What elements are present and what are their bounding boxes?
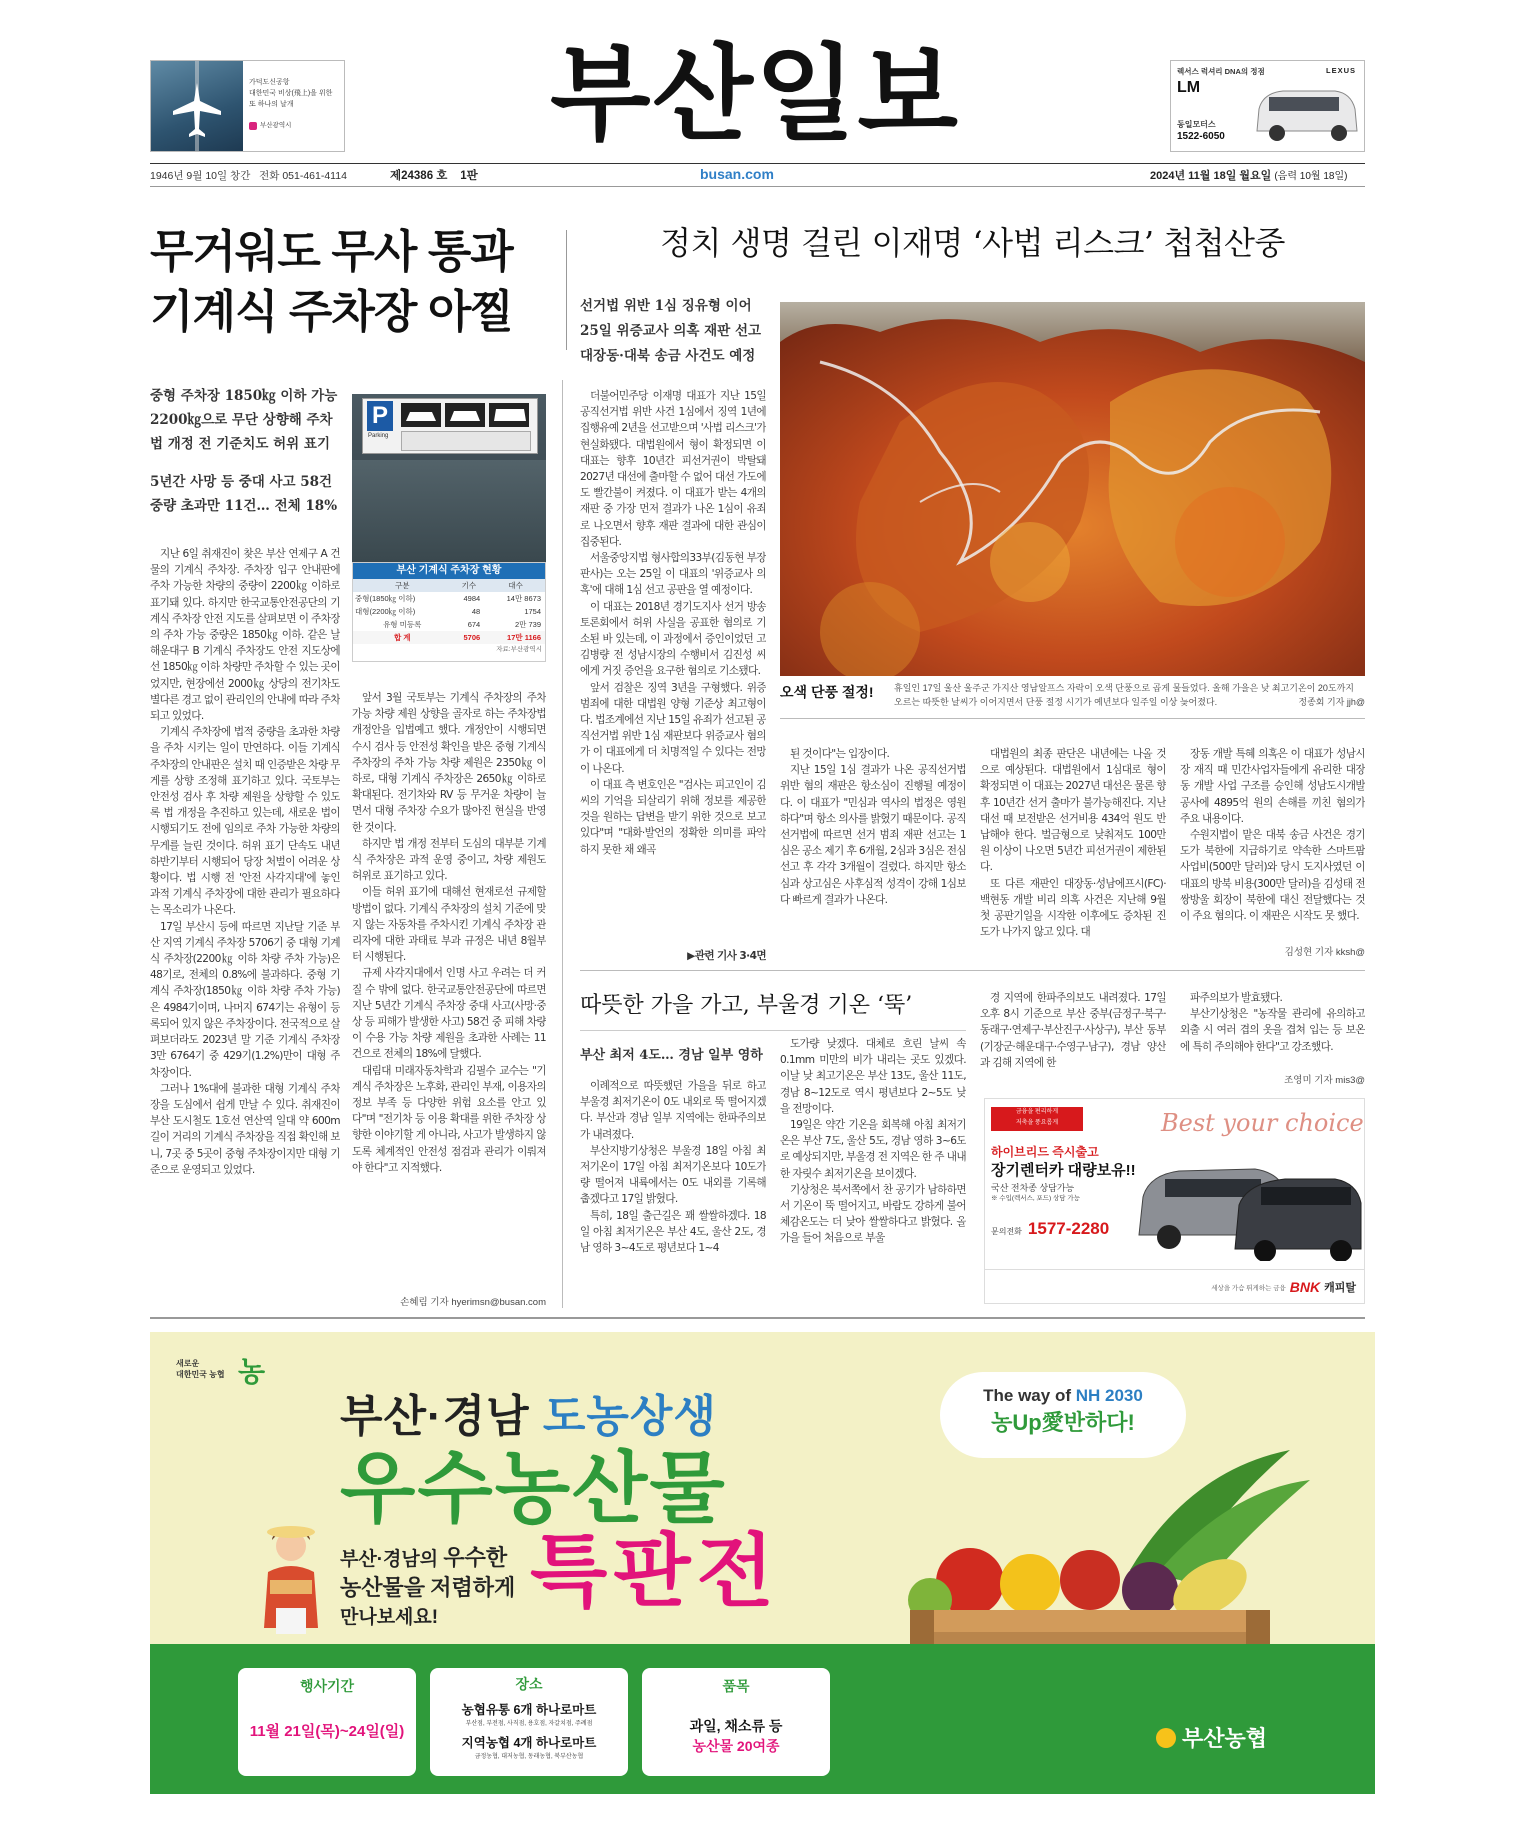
nh-box-place-line2: 부산점, 부전점, 사직점, 용호점, 자갈치점, 주례점: [465, 1721, 593, 1727]
edition: 1판: [460, 170, 478, 182]
bnk-slogan: 세상을 가슴 뛰게하는 금융: [1211, 1284, 1286, 1292]
center-col-1a: [580, 388, 766, 948]
nh-side-1b: 우수한: [443, 1545, 508, 1570]
left-headline-2[interactable]: 기계식 주차장 아찔: [150, 286, 513, 337]
table-header: 대수: [508, 581, 523, 590]
left-sub-3: 법 개정 전 기준치도 허위 표기: [150, 436, 330, 452]
nh-box-period-body: 11월 21일(목)~24일(일): [249, 1723, 405, 1740]
center-related-link[interactable]: ▶관련 기사 3·4면: [687, 950, 766, 962]
center-sub-3: 대장동·대북 송금 사건도 예정: [580, 348, 756, 364]
bnk-line3: 국산 전차종 상담가능: [991, 1183, 1075, 1193]
ad-left-line1: 가덕도신공항: [249, 79, 290, 86]
nh-title-1b: 도농상생: [542, 1392, 717, 1441]
left-byline: 손혜림 기자 hyerimsn@busan.com: [400, 1297, 546, 1308]
nh-logo-mark: 농: [238, 1356, 266, 1387]
lexus-van-image: [1249, 81, 1361, 147]
ad-right-phone: 1522-6050: [1177, 131, 1225, 142]
table-total: 5706: [463, 633, 481, 642]
weather-sub: 부산 최저 4도… 경남 일부 영하: [580, 1048, 763, 1063]
paragraph: 부산기상청은 "농작물 관리에 유의하고 외출 시 여러 겹의 옷을 겹쳐 입는 등 보온에 특히 주의해야 한다"고 강조했다.: [1180, 1008, 1365, 1053]
nh-box-place-line3: 지역농협 4개 하나로마트: [461, 1736, 597, 1750]
table-cell: 중형(1850㎏ 이하): [355, 594, 416, 603]
parking-sign-spec-panel: [401, 431, 531, 451]
nh-side-2a: 농산물을: [340, 1575, 426, 1600]
table-body: [353, 579, 545, 644]
mountain-road-image: [780, 302, 1365, 676]
nh-side-2b: 저렴하게: [430, 1575, 516, 1600]
founded-date: 1946년 9월 10일 창간: [150, 170, 251, 182]
bnk-ad-badge: [991, 1107, 1083, 1131]
nh-logo-small-2: 대한민국 농협: [176, 1370, 225, 1379]
paragraph: 17일 부산시 등에 따르면 지난달 기준 부산 지역 기계식 주차장 5706기 중 대형 기계식 주차장(2200㎏ 이하 차량 주차 가능)은 48기로, 전체의 0.8%에 불과하다. 중형 기계식 주차장(1850㎏ 이하 차량 주차 가능)은 4984기이며, 나머지 674기는 유형이 등록되어 있지 않은 주차장이다. 전국적으로 살펴보더라도 2023년 말 기준 기계식 주차장 3만 6764기 중 429기(1.2%)만이 대형 주차장이다.: [150, 920, 340, 1079]
nh-bubble-2: 농Up愛반하다!: [991, 1410, 1135, 1435]
bnk-line1: 하이브리드 즉시출고: [991, 1145, 1099, 1159]
paragraph: 19일은 약간 기온을 회복해 아침 최저기온은 부산 7도, 울산 5도, 경남 영하 3~6도로 예상되지만, 부울경 전 지역은 한 주 내내 한 자릿수 최저기온을 보이겠다.: [780, 1119, 966, 1180]
photo-caption: 휴일인 17일 울산 울주군 가지산 영남알프스 자락이 오색 단풍으로 곱게 물들었다. 올해 가을은 낮 최고기온이 20도까지 오르는 따뜻한 날씨가 이어지면서 단풍 절정 시기가 예년보다 일주일 이상 늦어졌다.: [894, 683, 1354, 707]
nh-box-items-line1: 과일, 채소류 등: [689, 1718, 783, 1734]
bnk-line4: ※ 수입(렉서스, 포드) 상담 가능: [991, 1195, 1080, 1202]
bnk-phone[interactable]: 1577-2280: [1027, 1219, 1110, 1238]
nh-bubble-1: The way of: [983, 1386, 1071, 1405]
nh-side-1a: 부산·경남의: [340, 1549, 439, 1570]
left-sub-4: 5년간 사망 등 중대 사고 58건: [150, 474, 333, 490]
center-headline[interactable]: 정치 생명 걸린 이재명 ‘사법 리스크’ 첩첩산중: [660, 224, 1285, 262]
paragraph: 이 대표는 2018년 경기도지사 선거 방송 토론회에서 허위 사실을 공표한 혐의로 기소된 바 있는데, 이 과정에서 증인이었던 고 김병량 전 성남시장의 수행비서 김진성 씨에게 거짓 증언을 요구한 혐의로 기소됐다.: [580, 600, 766, 678]
nh-box-items-line2: 농산물 20여종: [692, 1738, 780, 1754]
bnk-badge-top: 금융을 편리하게: [1015, 1109, 1059, 1115]
paragraph: 규제 사각지대에서 인명 사고 우려는 더 커질 수 밖에 없다. 한국교통안전공단에 따르면 지난 5년간 기계식 주차장 중대 사고(사망·중상 등 피해가 발생한 사고) 58건 중 피해 차량이 수용 가능 차량 제원을 초과한 사례는 11건으로 전체의 18%에 달했다.: [352, 967, 546, 1061]
lunar-date: (음력 10월 18일): [1274, 171, 1348, 182]
table-cell: 48: [471, 607, 481, 616]
ad-right-lexus[interactable]: [1170, 60, 1365, 152]
paragraph: 또 다른 재판인 대장동·성남에프시(FC)·백현동 개발 비리 의혹 사건은 지난해 9월 첫 공판기일을 시작한 이후에도 증차된 진도가 나가지 않고 있다. 대: [980, 877, 1166, 939]
farmer-woman-illustration: [254, 1524, 328, 1636]
bnk-brand-suffix: 캐피탈: [1324, 1282, 1356, 1294]
nh-title-3: 특판전: [530, 1527, 780, 1616]
left-headline-1[interactable]: 무거워도 무사 통과: [150, 226, 513, 277]
nh-box-items: [642, 1668, 830, 1776]
issue-number: 제24386 호: [390, 170, 448, 182]
photo-label: 오색 단풍 절정!: [780, 684, 874, 700]
ad-right-tagline: 렉서스 럭셔리 DNA의 정점: [1177, 67, 1265, 76]
nh-box-period: [238, 1668, 416, 1776]
autumn-foliage-photo: [780, 302, 1365, 676]
table-cell: 유형 미등록: [383, 620, 422, 629]
airplane-icon: [151, 61, 243, 151]
weather-col-2: [780, 1036, 966, 1308]
center-col-2: [780, 746, 966, 962]
paragraph: 앞서 검찰은 징역 3년을 구형했다. 위증 범죄에 대한 대법원 양형 기준상 최고형이다. 법조계에선 지난 15일 유죄가 선고된 공직선거법 위반 1심 재판보다 위증교사 혐의가 이 대표에게 더 치명적일 수 있다는 전망이 나온다.: [580, 681, 766, 775]
table-cell: 14만 8673: [506, 594, 541, 603]
table-total: 합 계: [393, 633, 411, 642]
paragraph: 서울중앙지법 형사합의33부(김동현 부장판사)는 오는 25일 이 대표의 '위증교사 의혹'에 대해 1심 선고 공판을 열 예정이다.: [580, 552, 766, 597]
table-cell: 1754: [524, 607, 541, 616]
paragraph: 기계식 주차장에 법적 중량을 초과한 차량을 주차 시키는 일이 만연하다. 이들 기계식 주차장의 안내판은 설치 때 인증받은 차량 무게를 상향 조정해 표기하고 있다. 국토부는 안전성 검사 후 차량 제원을 상향할 수 있도록 법 개정을 추진하고 있는데, 새로운 법이 시행되기도 전에 임의로 주차 가능한 차량의 무게를 늘린 것이다. 허위 표기 단속도 내년 하반기부터 시행되어 당장 처벌이 어려운 상황이다. 법 시행 전 '안전 사각지대'에 놓인 과적 기계식 주차장에 대한 관리가 필요하다는 목소리가 나온다.: [150, 726, 340, 917]
paragraph: 이례적으로 따뜻했던 가을을 뒤로 하고 부울경 최저기온이 0도 내외로 뚝 떨어지겠다. 부산과 경남 일부 지역에는 한파주의보가 내려졌다.: [580, 1080, 766, 1141]
paragraph: 특히, 18일 출근길은 꽤 쌀쌀하겠다. 18일 아침 최저기온은 부산 4도, 울산 2도, 경남 영하 3~4도로 평년보다 1~4: [580, 1209, 766, 1255]
paragraph: 그러나 1%대에 불과한 대형 기계식 주차장을 도심에서 쉽게 만날 수 있다. 취재진이 부산 도시철도 1호선 연산역 일대 약 600m 길이 거리의 기계식 주차장을 직접 확인해 보니, 7곳 중 5곳이 중형 주차장이지만 대형 기준으로 운영되고 있었다.: [150, 1082, 340, 1176]
weather-headline[interactable]: 따뜻한 가을 가고, 부울경 기온 ‘뚝’: [580, 993, 913, 1018]
nh-box-place-line1: 농협유통 6개 하나로마트: [461, 1703, 597, 1717]
bnk-capital-ad[interactable]: [984, 1098, 1365, 1304]
airport-runway-image: [151, 61, 243, 151]
center-byline: 김성현 기자 kksh@: [1284, 947, 1365, 958]
table-cell: 4984: [463, 594, 481, 603]
paragraph: 도가량 낮겠다. 대체로 흐린 날씨 속 0.1mm 미만의 비가 내리는 곳도 있겠다. 이날 낮 최고기온은 부산 13도, 울산 11도, 경남 8~12도로 역시 평년보다 2~5도 낮을 전망이다.: [780, 1038, 966, 1115]
table-cell: 674: [467, 620, 481, 629]
nh-brand-icon: [1156, 1728, 1176, 1748]
center-col-3: [980, 746, 1166, 962]
paragraph: 지난 15일 1심 결과가 나온 공직선거법 위반 혐의 재판은 항소심이 진행될 예정이다. 이 대표가 "민심과 역사의 법정은 영원하다"며 항소 의사를 밝혔기 때문이다. 공직선거법에 따르면 선거 범죄 재판 선고는 1심은 공소 제기 후 6개월, 2심과 3심은 전심 선고 후 각각 3개월이 걸렸다. 하지만 항소심과 상고심은 사후심적 성격이 강해 1심보다 빠르게 결과가 나온다.: [780, 764, 966, 906]
left-col-2: [352, 690, 546, 1294]
bnk-line2: 장기렌터카 대량보유!!: [991, 1162, 1136, 1179]
nh-box-place-title: 장소: [515, 1676, 543, 1692]
table-title: 부산 기계식 주차장 현황: [353, 563, 545, 579]
center-col-4: [1180, 746, 1365, 946]
lexus-logo: LEXUS: [1325, 66, 1356, 75]
weather-col-3: [980, 990, 1166, 1074]
parking-sign-label: Parking: [368, 433, 389, 439]
phone-number: 전화 051-461-4114: [259, 170, 347, 182]
bnk-badge-bottom: 저축을 풍요롭게: [1015, 1120, 1059, 1126]
nh-title-2: 우수농산물: [340, 1444, 727, 1532]
center-sub-2: 25일 위증교사 의혹 재판 선고: [580, 323, 762, 339]
left-sub-2: 2200㎏으로 무단 상향해 주차: [150, 412, 333, 428]
paragraph: 된 것이다"는 입장이다.: [790, 748, 890, 760]
paragraph: 경 지역에 한파주의보도 내려졌다. 17일 오후 8시 기준으로 부산 중부(금정구·북구·동래구·연제구·부산진구·사상구), 부산 동부(기장군·해운대구·수영구·남구), 경남 양산과 김해 지역에 한: [980, 992, 1166, 1069]
table-header: 기수: [461, 581, 477, 590]
nh-title-1a: 부산·경남: [340, 1392, 530, 1441]
table-header: 구분: [394, 581, 410, 590]
website-link[interactable]: busan.com: [700, 166, 774, 182]
parking-wall: [352, 460, 546, 562]
nh-brand: 부산농협: [1182, 1726, 1268, 1751]
parking-sign: [362, 398, 538, 454]
ad-right-model: LM: [1177, 79, 1201, 96]
paragraph: 이들 허위 표기에 대해선 현재로선 규제할 방법이 없다. 기계식 주차장의 설치 기준에 맞지 않는 자동차를 주차시킨 기계식 주차장 관리자에 대한 과태료 부과 규정은 내년 8월부터 시행된다.: [352, 886, 546, 964]
car-silhouette-icon: [401, 403, 531, 429]
bnk-phone-label: 문의전화: [991, 1227, 1022, 1236]
left-sub-5: 중량 초과만 11건… 전체 18%: [150, 498, 338, 514]
nh-speech-bubble: [940, 1372, 1186, 1458]
table-total: 17만 1166: [507, 633, 541, 642]
bnk-brand: BNK: [1289, 1279, 1321, 1295]
ad-left-gadeok[interactable]: [150, 60, 345, 152]
ad-left-sponsor: 부산광역시: [260, 122, 292, 129]
paragraph: 수원지법이 맡은 대북 송금 사건은 경기도가 북한에 지급하기로 약속한 스마트팜 사업비(500만 달러)와 당시 도지사였던 이 대표의 방북 비용(300만 달러)을 김성태 전 쌍방울 회장이 북한에 대신 전달했다는 것이 주요 혐의다. 이 재판은 시작도 못 했다.: [1180, 829, 1365, 923]
paragraph: 이 대표 측 변호인은 "검사는 피고인이 김 씨의 기억을 되살리기 위해 정보를 제공한 것을 원하는 답변을 받기 위한 것으로 보고 있다"며 "대화·발언의 정확한 의미를 파악하지 못한 채 왜곡: [580, 778, 766, 856]
busan-city-logo-icon: [249, 122, 257, 130]
parking-p-icon: P: [367, 401, 393, 431]
paragraph: 대법원의 최종 판단은 내년에는 나올 것으로 예상된다. 대법원에서 1심대로 형이 확정되면 이 대표는 2027년 대선은 물론 향후 10년간 선거 출마가 불가능해진다. 지난 대선 때 보전받은 선거비용 434억 원도 반납해야 한다. 벌금형으로 낮춰져도 100만 원 이상이 나오면 5년간 피선거권이 제한된다.: [980, 748, 1166, 874]
paragraph: 하지만 법 개정 전부터 도심의 대부분 기계식 주차장은 과적 운영 중이고, 차량 제원도 허위로 표기하고 있다.: [352, 837, 546, 883]
weather-byline: 조영미 기자 mis3@: [1284, 1075, 1365, 1086]
table-source: 자료:부산광역시: [496, 646, 542, 653]
suv-cars-image: [1135, 1139, 1363, 1261]
nh-box-period-title: 행사기간: [299, 1678, 355, 1694]
paragraph: 앞서 3월 국토부는 기계식 주차장의 주차 가능 차량 제원 상향을 골자로 하는 주차장법 개정안을 입법예고 했다. 개정안이 시행되면 수시 검사 등 안전성 확인을 받은 중형 기계식 주차장의 주차 가능 차량 제원은 2350㎏ 이하로, 대형 기계식 주차장은 2650㎏ 이하로 확대된다. 전기차와 RV 등 무거운 차량이 늘면서 대형 주차장 수요가 많아진 현실을 반영한 것이다.: [352, 692, 546, 834]
ad-left-line3: 또 하나의 날개: [249, 101, 294, 108]
nh-box-place: [430, 1668, 628, 1776]
issue-date: 2024년 11월 18일 월요일: [1150, 170, 1272, 182]
nh-bubble-1b: NH 2030: [1075, 1386, 1143, 1405]
paragraph: 대림대 미래자동차학과 김필수 교수는 "기계식 주차장은 노후화, 관리인 부재, 이용자의 정보 부족 등 다양한 위험 요소를 안고 있다"며 "전기차 등 이용 확대를 위한 주차장 상향한 이야기할 게 아니라, 사고가 발생하지 않도록 체계적인 안전성 점검과 관리가 이뤄져야 한다"고 지적했다.: [352, 1064, 546, 1174]
masthead-title[interactable]: 부산일보: [550, 37, 960, 153]
photo-credit: 정종회 기자 jjh@: [1298, 697, 1365, 707]
nh-side-3: 만나보세요!: [340, 1607, 439, 1628]
left-col-1: [150, 546, 340, 1308]
paragraph: 지난 6일 취재진이 찾은 부산 연제구 A 건물의 기계식 주차장. 주차장 입구 안내판에 주차 가능한 차량의 중량이 2200㎏ 이하로 표기돼 있다. 하지만 한국교통안전공단의 기계식 주차장 안전 지도를 살펴보면 이 주차장의 주차 가능 중량은 1850㎏ 이하. 같은 날 해운대구 B 기계식 주차장도 안전 지도상에선 1850㎏ 이하 차량만 주차할 수 있는 곳이었지만, 현장에선 2000㎏ 상당의 전기차도 별다른 경고 없이 관리인의 안내에 따라 주차되고 있었다.: [150, 548, 340, 723]
ad-left-line2: 대한민국 비상(飛上)을 위한: [249, 90, 333, 97]
parking-photo: [352, 394, 546, 562]
nh-box-items-title: 품목: [722, 1678, 750, 1694]
nh-nonghyup-ad[interactable]: [150, 1332, 1375, 1794]
paragraph: 기상청은 북서쪽에서 찬 공기가 남하하면서 기온이 뚝 떨어지고, 바람도 강하게 불어 체감온도는 더 낮아 쌀쌀하다고 밝혔다. 올가을 들어 처음으로 부울: [780, 1183, 966, 1245]
table-cell: 2만 739: [514, 620, 541, 629]
nh-logo-small-1: 새로운: [176, 1359, 200, 1368]
left-sub-1: 중형 주차장 1850㎏ 이하 가능: [150, 388, 338, 404]
nh-box-place-line4: 금정농협, 대저농협, 동래농협, 북부산농협: [474, 1754, 584, 1760]
ad-right-dealer: 동일모터스: [1177, 120, 1216, 129]
paragraph: 더불어민주당 이재명 대표가 지난 15일 공직선거법 위반 사건 1심에서 징역 1년에 집행유예 2년을 선고받으며 '사법 리스크'가 현실화됐다. 대법원에서 형이 확정되면 이 대표는 향후 10년간 피선거권이 박탈돼 2027년 대선에 출마할 수 없어 대선 가도에도 빨간불이 켜졌다. 이 대표가 받는 4개의 재판 중 가장 먼저 결과가 나온 1심이 유죄로 나오면서 향후 재판 결과에 대한 관심이 집중된다.: [580, 390, 766, 548]
paragraph: 장동 개발 특혜 의혹은 이 대표가 성남시장 재직 때 민간사업자들에게 유리한 대장동 개발 사업 구조를 승인해 성남도시개발공사에 4895억 원의 손해를 끼친 혐의가 주요 내용이다.: [1180, 748, 1365, 825]
parking-table: [352, 562, 546, 662]
paragraph: 부산지방기상청은 부울경 18일 아침 최저기온이 17일 아침 최저기온보다 10도가량 떨어져 내륙에서는 0도 내외를 기록해 춥겠다고 17일 밝혔다.: [580, 1144, 766, 1206]
bnk-script-slogan: Best your choice: [1161, 1109, 1364, 1137]
center-sub-1: 선거법 위반 1심 징유형 이어: [580, 298, 752, 314]
weather-col-1: [580, 1078, 766, 1308]
weather-col-4: [1180, 990, 1365, 1070]
paragraph: 파주의보가 발효됐다.: [1190, 992, 1283, 1004]
table-cell: 대형(2200㎏ 이하): [355, 607, 416, 616]
left-article: [150, 222, 550, 342]
